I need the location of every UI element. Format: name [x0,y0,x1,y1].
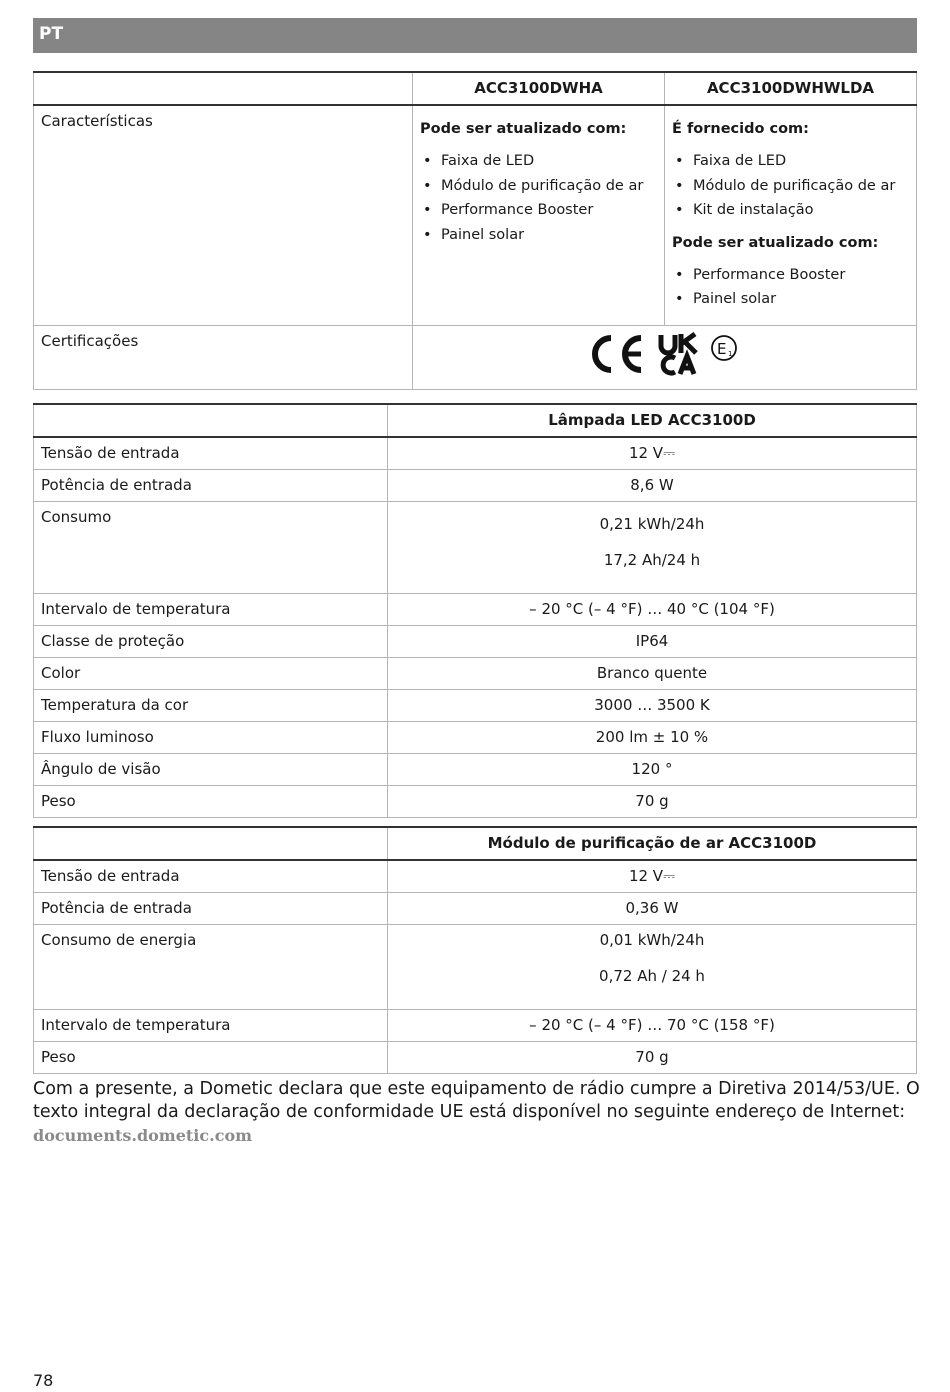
spec-label: Fluxo luminoso [34,721,388,753]
spec-value-line: 17,2 Ah/24 h [603,550,701,569]
air-purifier-header: Módulo de purificação de ar ACC3100D [388,827,917,860]
spec-value: 200 lm ± 10 % [388,721,917,753]
spec-label: Color [34,657,388,689]
spec-label: Potência de entrada [34,469,388,501]
ce-mark-icon [591,332,649,376]
spec-label: Potência de entrada [34,892,388,924]
features-cell-acc3100dwha [413,105,665,325]
table-row [34,753,917,785]
features-label: Características [34,105,413,325]
spec-value: – 20 °C (– 4 °F) … 40 °C (104 °F) [388,593,917,625]
table-row [34,924,917,1009]
model-column-header: ACC3100DWHA [413,72,665,105]
spec-value [388,924,917,1009]
led-lamp-specs-table [33,403,917,818]
spec-value: 70 g [388,1041,917,1073]
certifications-cell [413,325,917,389]
table-row [34,721,917,753]
model-column-header: ACC3100DWHWLDA [665,72,917,105]
model-features-table [33,71,917,390]
language-header: PT [33,18,917,53]
list-item: • Kit de instalação [672,198,909,223]
spec-value-line: 0,21 kWh/24h [599,514,705,533]
spec-value: 120 ° [388,753,917,785]
list-item: • Faixa de LED [420,149,657,174]
supplied-list [672,149,909,223]
declaration-text: Com a presente, a Dometic declara que este equipamento de rádio cumpre a Diretiva 2014/53/UE. O texto integral da declaração de conformidade UE está disponível no seguinte endereço de Internet: [33,1079,920,1122]
table-row [34,625,917,657]
table-row [34,657,917,689]
spec-value: 0,36 W [388,892,917,924]
led-lamp-header: Lâmpada LED ACC3100D [388,404,917,437]
upgrade-heading: Pode ser atualizado com: [420,121,627,137]
header-blank-cell [34,827,388,860]
spec-value-line: 0,01 kWh/24h [599,930,705,949]
air-purifier-specs-table [33,826,917,1074]
spec-label: Intervalo de temperatura [34,593,388,625]
spec-label: Tensão de entrada [34,860,388,892]
spec-label: Peso [34,1041,388,1073]
table-row [34,892,917,924]
upgrade-list [672,263,909,312]
table-row [34,860,917,892]
spec-value: – 20 °C (– 4 °F) … 70 °C (158 °F) [388,1009,917,1041]
list-item: • Painel solar [672,287,909,312]
page-number: 78 [33,1371,54,1390]
table-row [34,501,917,593]
spec-label: Ângulo de visão [34,753,388,785]
supplied-heading: É fornecido com: [672,121,809,137]
list-item: • Performance Booster [420,198,657,223]
table-row [34,1041,917,1073]
spec-label: Classe de proteção [34,625,388,657]
upgrade-list [420,149,657,247]
list-item: • Faixa de LED [672,149,909,174]
spec-value: 12 V⎓ [388,860,917,892]
list-item: • Módulo de purificação de ar [420,174,657,199]
list-item: • Painel solar [420,223,657,248]
conformity-declaration [33,1078,923,1148]
spec-label: Tensão de entrada [34,437,388,469]
ukca-mark-icon [657,332,701,376]
header-blank-cell [34,404,388,437]
spec-value [388,501,917,593]
documents-link[interactable]: documents.dometic.com [33,1126,253,1145]
certifications-label: Certificações [34,325,413,389]
list-item: • Módulo de purificação de ar [672,174,909,199]
spec-label: Intervalo de temperatura [34,1009,388,1041]
spec-label: Consumo de energia [34,924,388,1009]
spec-label: Peso [34,785,388,817]
spec-value: 3000 … 3500 K [388,689,917,721]
table-row [34,1009,917,1041]
table-row [34,689,917,721]
spec-value: 8,6 W [388,469,917,501]
header-blank-cell [34,72,413,105]
upgrade-heading: Pode ser atualizado com: [672,234,879,251]
spec-value: IP64 [388,625,917,657]
svg-text:1: 1 [727,349,732,358]
e-mark-icon [709,333,739,363]
table-row [34,785,917,817]
spec-value: Branco quente [388,657,917,689]
table-row [34,469,917,501]
spec-value-line: 0,72 Ah / 24 h [599,966,705,985]
features-cell-acc3100dwhwlda [665,105,917,325]
spec-label: Consumo [34,501,388,593]
svg-text:E: E [716,339,726,358]
table-row [34,593,917,625]
list-item: • Performance Booster [672,263,909,288]
spec-value: 70 g [388,785,917,817]
table-row [34,437,917,469]
spec-label: Temperatura da cor [34,689,388,721]
spec-value: 12 V⎓ [388,437,917,469]
